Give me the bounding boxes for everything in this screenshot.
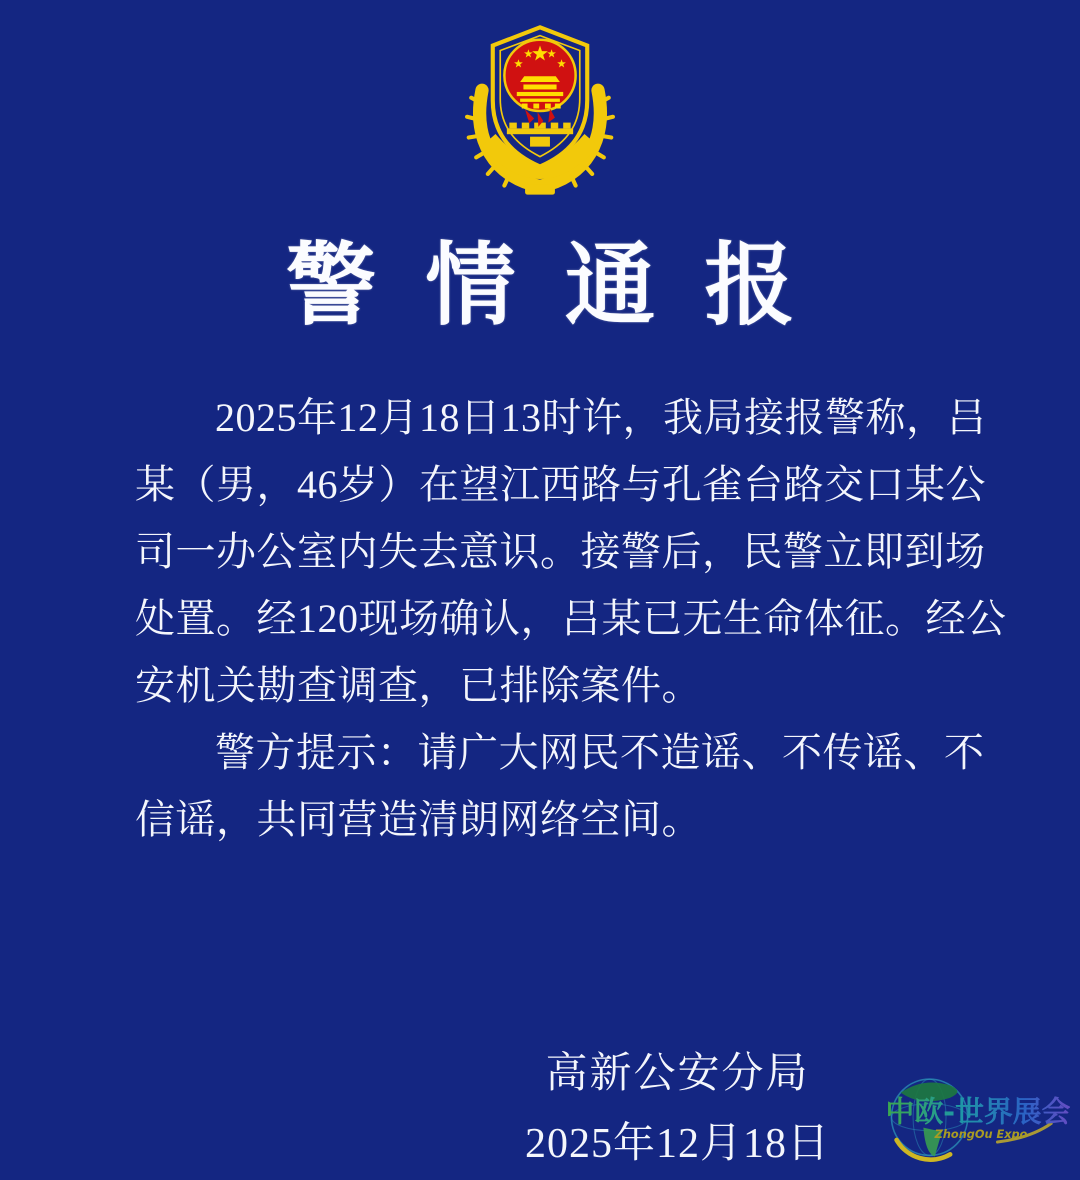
body-line: 信谣，共同营造清朗网络空间。: [135, 797, 702, 842]
issuing-authority: 高新公安分局: [545, 1051, 810, 1097]
police-badge-icon: [457, 24, 623, 198]
watermark-logo: [876, 1074, 1080, 1174]
watermark-title: 中欧-世界展会: [885, 1094, 1071, 1129]
wreath-base-tab: [525, 185, 555, 195]
body-line: 处置。经120现场确认，吕某已无生命体征。经公: [135, 596, 1007, 641]
watermark-subtitle: ZhongOu Expo: [934, 1126, 1028, 1141]
body-line: 司一办公室内失去意识。接警后，民警立即到场: [135, 529, 986, 574]
body-line: 警方提示：请广大网民不造谣、不传谣、不: [215, 730, 985, 775]
emblem-container: [0, 0, 1080, 198]
signature-block: [525, 1051, 830, 1167]
issue-date: 2025年12月18日: [524, 1121, 830, 1167]
body-line: 安机关勘查调查，已排除案件。: [135, 663, 702, 708]
notice-body: [0, 384, 1080, 853]
body-line: 某（男，46岁）在望江西路与孔雀台路交口某公: [135, 462, 986, 507]
body-line: 2025年12月18日13时许，我局接报警称，吕: [215, 395, 987, 440]
notice-title: 警情通报: [286, 237, 844, 336]
